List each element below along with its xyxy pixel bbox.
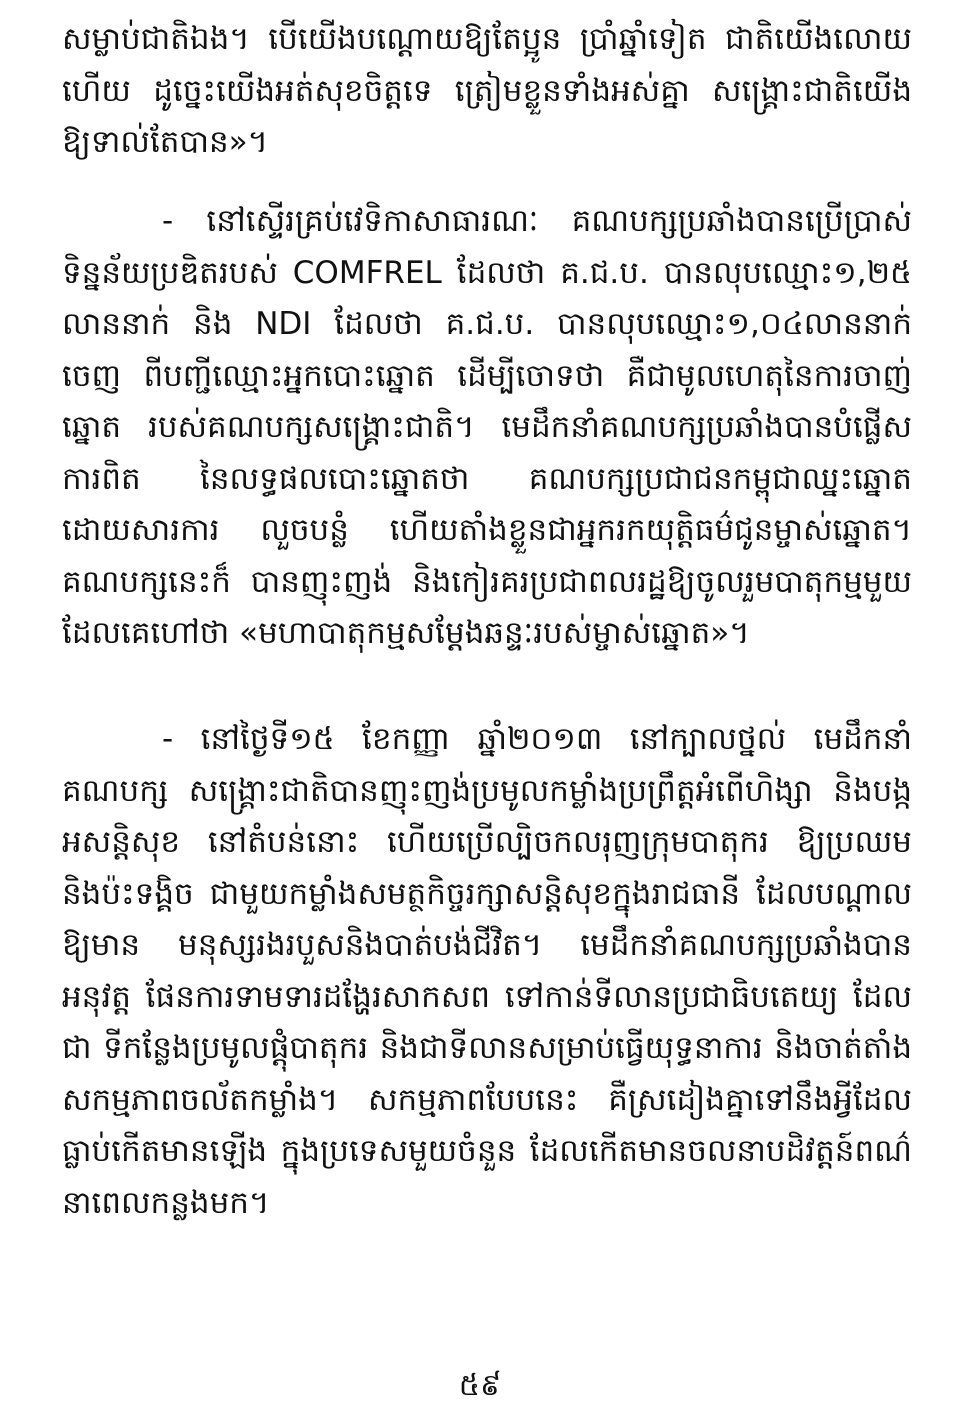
paragraph-3-text: - នៅថ្ងៃទី១៥ ខែកញ្ញា ឆ្នាំ២០១៣ នៅក្បាលថ្នល់ មេដឹកនាំគណបក្ស សង្គ្រោះជាតិបានញុះញង់ប្រមូលកម្លាំងប្រព្រឹត្តអំពើហិង្សា និងបង្កអសន្តិសុខ នៅតំបន់នោះ ហើយប្រើល្បិចកលរុញក្រុមបាតុករ ឱ្យប្រឈមនិងប៉ះទង្គិច ជាមួយកម្លាំងសមត្ថកិច្ចរក្សាសន្តិសុខក្នុងរាជធានី ដែលបណ្ដាលឱ្យមាន មនុស្សរងរបួសនិងបាត់បង់ជីវិត។ មេដឹកនាំគណបក្សប្រឆាំងបានអនុវត្ត ផែនការទាមទារដង្ហែរសាកសព ទៅកាន់ទីលានប្រជាធិបតេយ្យ ដែលជា ទីកន្លែងប្រមូលផ្ដុំបាតុករ និងជាទីលានសម្រាប់ធ្វើយុទ្ធនាការ និងចាត់តាំង សកម្មភាពចល័តកម្លាំង។ សកម្មភាពបែបនេះ គឺស្រដៀងគ្នាទៅនឹងអ្វីដែល ធ្លាប់កើតមានឡើង ក្នុងប្រទេសមួយចំនួន ដែលកើតមានចលនាបដិវត្តន៍ពណ៌ នាពេលកន្លងមក។ <box>62 721 912 1221</box>
paragraph-2-text: - នៅស្ទើរគ្រប់វេទិកាសាធារណៈ គណបក្សប្រឆាំងបានប្រើប្រាស់ ទិន្នន័យប្រឌិតរបស់ COMFREL ដែលថា គ.ជ.ប. បានលុបឈ្មោះ១,២៥ លាននាក់ និង NDI ដែលថា គ.ជ.ប. បានលុបឈ្មោះ១,០៤លាននាក់ ចេញ ពីបញ្ជីឈ្មោះអ្នកបោះឆ្នោត ដើម្បីចោទថា គឺជាមូលហេតុនៃការចាញ់ឆ្នោត របស់គណបក្សសង្គ្រោះជាតិ។ មេដឹកនាំគណបក្សប្រឆាំងបានបំផ្លើសការពិត នៃលទ្ធផលបោះឆ្នោតថា គណបក្សប្រជាជនកម្ពុជាឈ្នះឆ្នោត ដោយសារការ លួចបន្លំ ហើយតាំងខ្លួនជាអ្នករកយុត្តិធម៌ជូនម្ចាស់ឆ្នោត។ គណបក្សនេះក៏ បានញុះញង់ និងកៀរគរប្រជាពលរដ្ឋឱ្យចូលរួមបាតុកម្មមួយ ដែលគេហៅថា «មហាបាតុកម្មសម្ដែងឆន្ទៈរបស់ម្ចាស់ឆ្នោត»។ <box>62 203 912 651</box>
page-number: ៥៩ <box>458 1368 502 1403</box>
paragraph-continuation <box>62 14 912 169</box>
paragraph-1-text: សម្លាប់ជាតិឯង។ បើយើងបណ្ដោយឱ្យតែប្អូន ប្រាំឆ្នាំទៀត ជាតិយើងលោយ ហើយ ដូច្នេះយើងអត់សុខចិត្តទេ ត្រៀមខ្លួនទាំងអស់គ្នា សង្គ្រោះជាតិយើង ឱ្យទាល់តែបាន»។ <box>62 21 912 160</box>
paragraph-opposition-data-claims <box>62 196 912 660</box>
paragraph-september-2013-events <box>62 714 912 1229</box>
